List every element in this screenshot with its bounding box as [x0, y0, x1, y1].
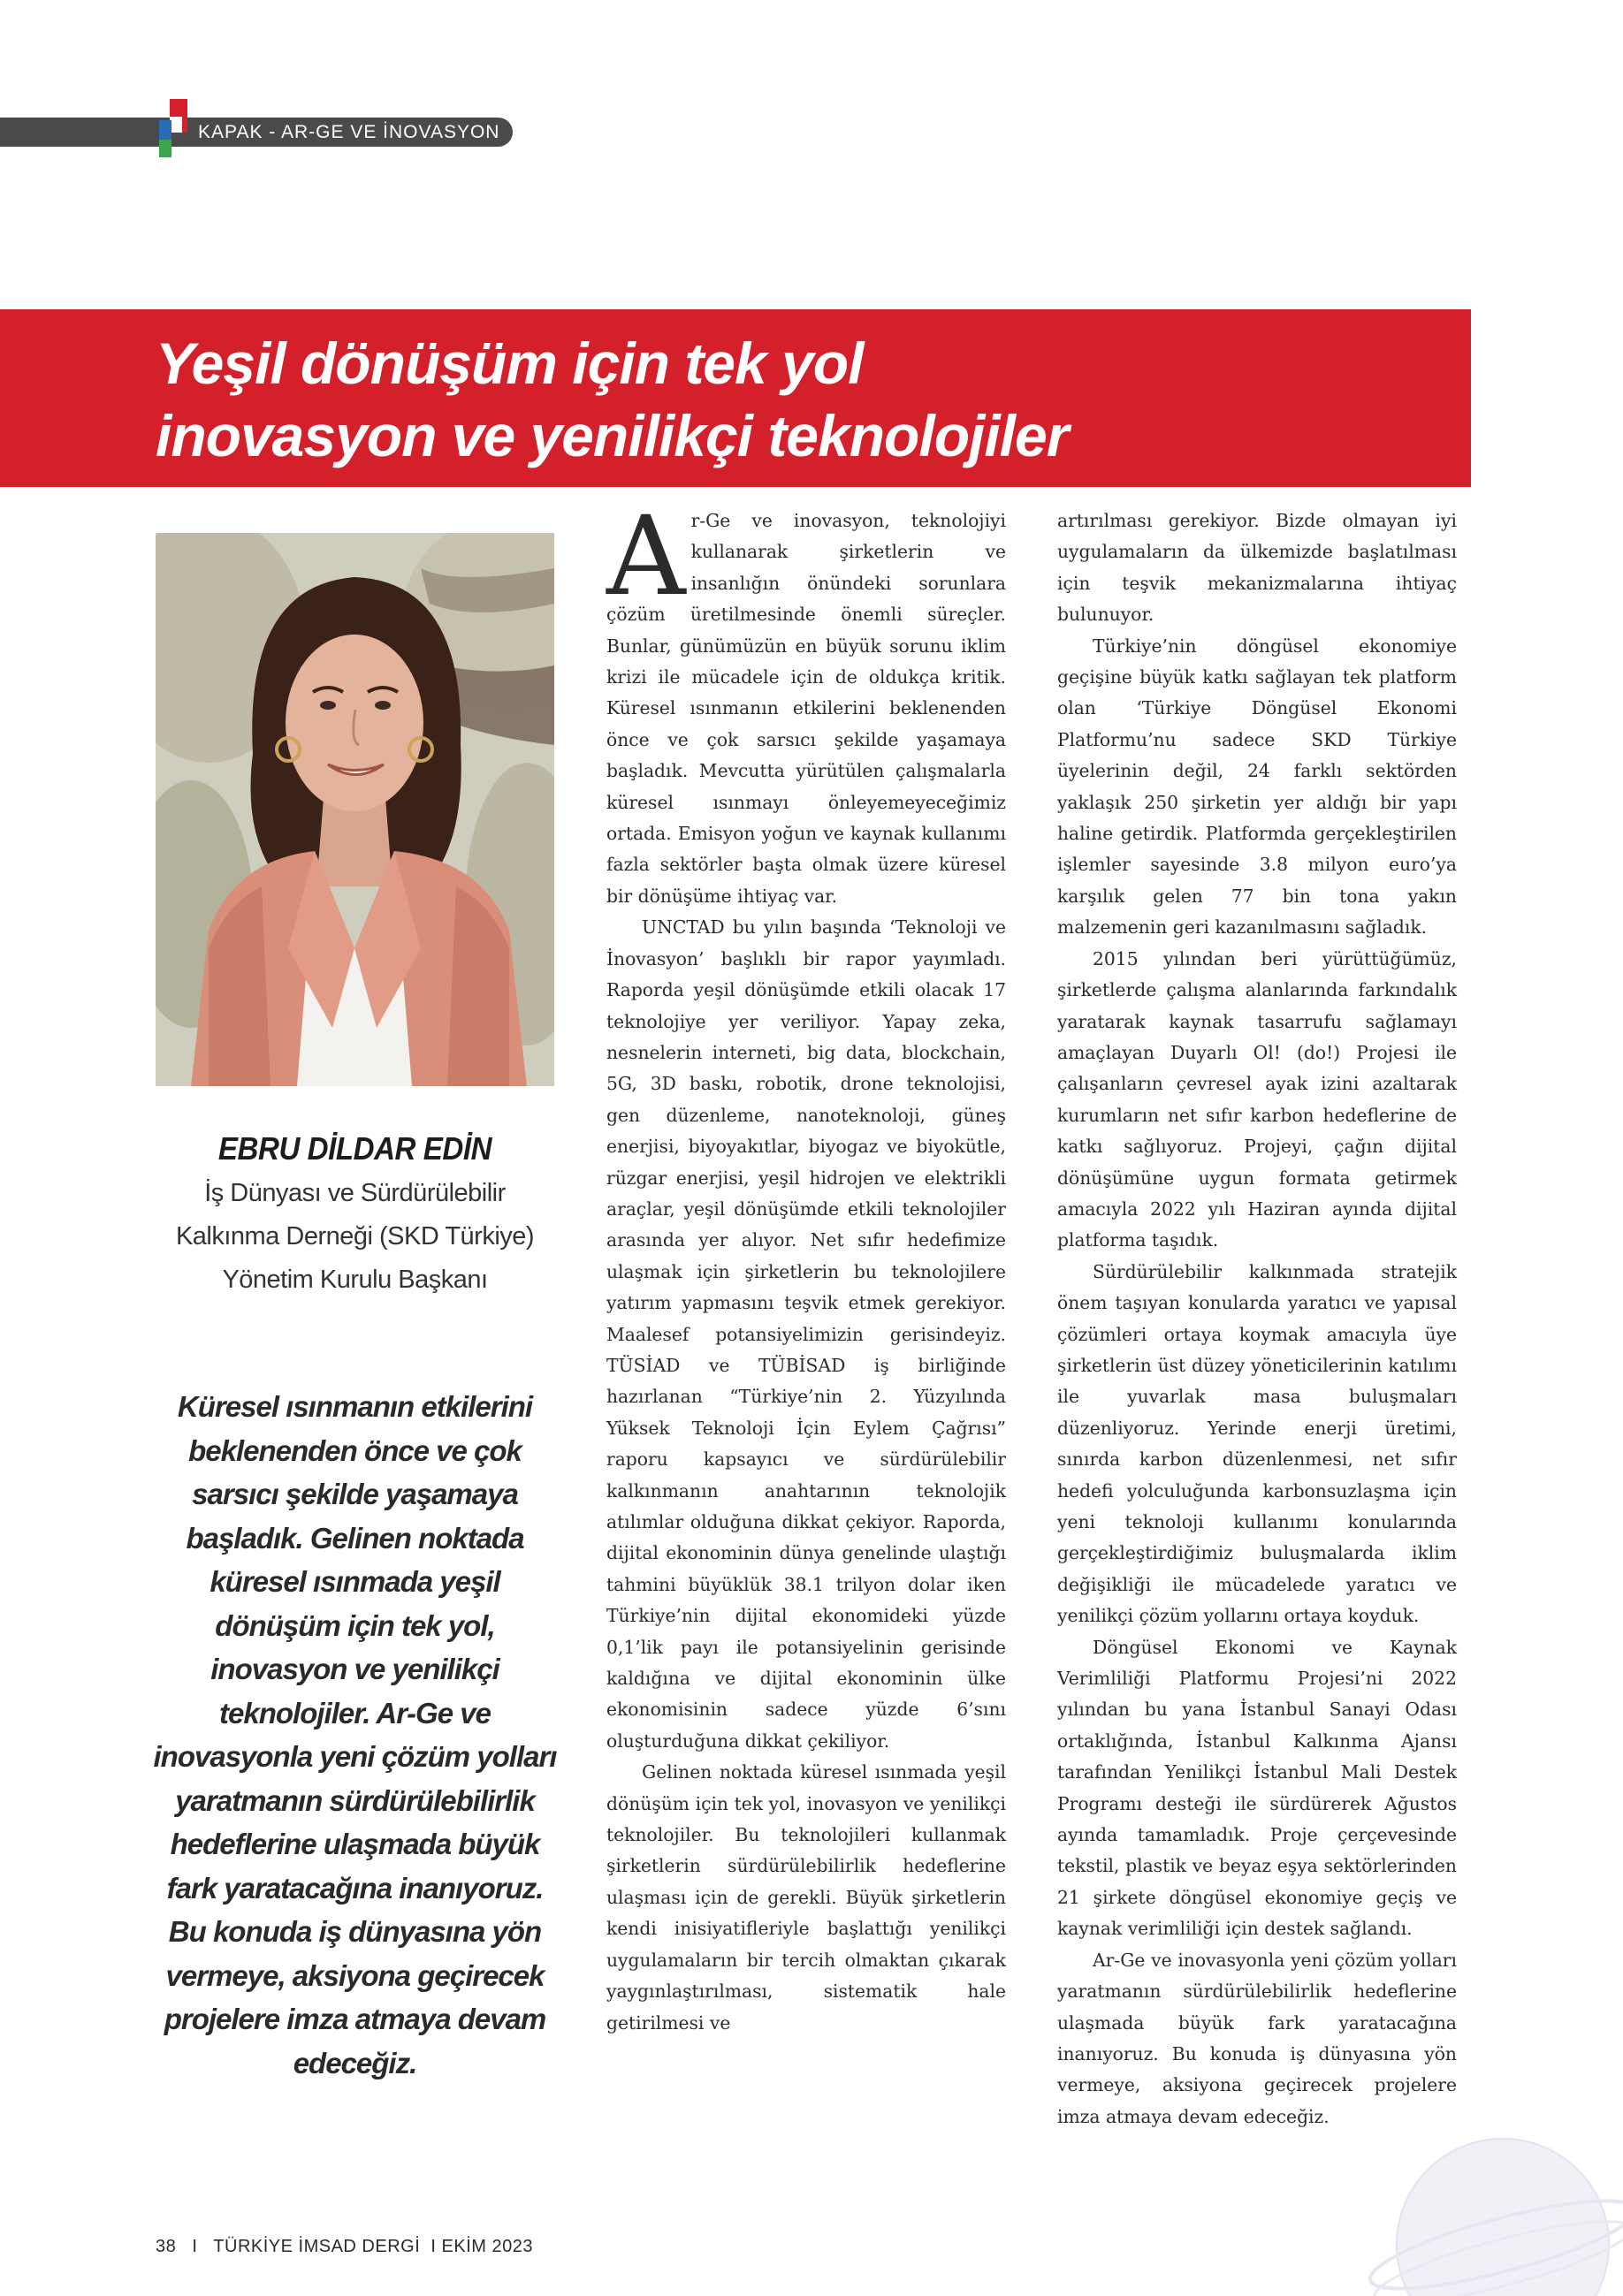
article-title-line-1: Yeşil dönüşüm için tek yol — [156, 331, 864, 396]
pull-quote: Küresel ısınmanın etkilerini beklenenden önce ve çok sarsıcı şekilde yaşamaya başladık. Gelinen noktada küresel ısınmada yeşil dönüşüm için tek yol, inovasyon ve yenilikçi teknolojiler. Ar-Ge ve inovasyonla yeni çözüm yolları yaratmanın sürdürülebilirlik hedeflerine ulaşmada büyük fark yaratacağına inanıyoruz. Bu konuda iş dünyasına yön vermeye, aksiyona geçirecek projelere imza atmaya devam edeceğiz. — [153, 1390, 557, 2079]
article-column-2 — [1057, 506, 1457, 2133]
imsad-logo-icon — [159, 99, 191, 157]
paragraph-text: r-Ge ve inovasyon, teknolojiyi kullanarak şirketlerin ve insanlığın önündeki sorunlara çözüm üretilmesinde önemli süreçler. Bunlar, günümüzün en büyük sorunu iklim krizi ile mücadele için de oldukça kritik. Küresel ısınmanın etkilerini beklenenden önce ve çok sarsıcı şekilde yaşamaya başladık. Mevcutta yürütülen çalışmalarla küresel ısınmayı önleyemeyeceğimiz ortada. Emisyon yoğun ve kaynak kullanımı fazla sektörler başta olmak üzere küresel bir dönüşüme ihtiyaç var. — [606, 510, 1006, 907]
paragraph: Gelinen noktada küresel ısınmada yeşil dönüşüm için tek yol, inovasyon ve yenilikçi teknolojiler. Bu teknolojileri kullanmak şirketlerin sürdürülebilirlik hedeflerine ulaşması için de gerekli. Büyük şirketlerin kendi inisiyatifleriyle başlattığı yenilikçi uygulamaların bir tercih olmaktan çıkarak yaygınlaştırılması, sistematik hale getirilmesi ve — [606, 1761, 1006, 2034]
decorative-globe-icon — [1361, 2112, 1623, 2296]
paragraph: Ar-Ge ve inovasyonla yeni çözüm yolları yaratmanın sürdürülebilirlik hedeflerine ulaşmada büyük fark yaratacağına inanıyoruz. Bu konuda iş dünyasına yön vermeye, aksiyona geçirecek projelere imza atmaya devam edeceğiz. — [1057, 1949, 1457, 2127]
page-footer — [156, 2233, 533, 2260]
paragraph: Sürdürülebilir kalkınmada stratejik önem taşıyan konularda yaratıcı ve yapısal çözümleri ortaya koymak amacıyla üye şirketlerin üst düzey yöneticilerinin katılımı ile yuvarlak masa buluşmaları düzenliyoruz. Yerinde enerji üretimi, sınırda karbon düzenlenmesi, net sıfır hedefi yolculuğunda karbonsuzlaşma için yeni teknoloji kullanımı konularında gerçekleştirdiğimiz buluşmalarda iklim değişikliği ile mücadelede yaratıcı ve yenilikçi çözüm yollarını ortaya koyduk. — [1057, 1260, 1457, 1627]
author-portrait — [156, 533, 554, 1086]
publication-name: TÜRKİYE İMSAD DERGİ — [213, 2237, 421, 2256]
section-label: KAPAK - AR-GE VE İNOVASYON — [198, 122, 500, 142]
paragraph: artırılması gerekiyor. Bizde olmayan iyi uygulamaların da ülkemizde başlatılması için teşvik mekanizmalarına ihtiyaç bulunuyor. — [1057, 510, 1457, 626]
paragraph: 2015 yılından beri yürüttüğümüz, şirketlerde çalışma alanlarında farkındalık yaratarak kaynak tasarrufu sağlamayı amaçlayan Duyarlı Ol! (do!) Projesi ile çalışanların çevresel ayak izini azaltarak kurumların net sıfır karbon hedeflerine de katkı sağlıyoruz. Projeyi, çağın dijital dönüşümüne uygun formata getirmek amacıyla 2022 yılı Haziran ayında dijital platforma taşıdık. — [1057, 947, 1457, 1251]
paragraph: Döngüsel Ekonomi ve Kaynak Verimliliği Platformu Projesi’ni 2022 yılından bu yana İstanbul Sanayi Odası ortaklığında, İstanbul Kalkınma Ajansı tarafından Yenilikçi İstanbul Mali Destek Programı desteği ile sürdürerek Ağustos ayında tamamladık. Proje çerçevesinde tekstil, plastik ve beyaz eşya sektörlerinden 21 şirkete döngüsel ekonomiye geçiş ve kaynak verimliliği için destek sağlandı. — [1057, 1636, 1457, 1940]
issue-date: I EKİM 2023 — [431, 2237, 533, 2256]
paragraph: Türkiye’nin döngüsel ekonomiye geçişine büyük katkı sağlayan tek platform olan ‘Türkiye Döngüsel Ekonomi Platformu’nu sadece SKD Türkiye üyelerinin değil, 24 farklı sektörden yaklaşık 250 şirketin yer aldığı bir yapı haline getirdik. Platformda gerçekleştirilen işlemler sayesinde 3.8 milyon euro’ya karşılık gelen 77 bin tona yakın malzemenin geri kazanılmasını sağladık. — [1057, 635, 1457, 939]
article-title — [156, 327, 1446, 472]
author-role: İş Dünyası ve Sürdürülebilir Kalkınma Derneği (SKD Türkiye) Yönetim Kurulu Başkanı — [175, 1179, 535, 1294]
paragraph: UNCTAD bu yılın başında ‘Teknoloji ve İnovasyon’ başlıklı bir rapor yayımladı. Raporda yeşil dönüşümde etkili olacak 17 teknolojiye yer veriliyor. Yapay zeka, nesnelerin interneti, big data, blockchain, 5G, 3D baskı, robotik, drone teknolojisi, gen düzenleme, nanoteknoloji, güneş enerjisi, biyoyakıtlar, biyogaz ve biyokütle, rüzgar enerjisi, yeşil hidrojen ve elektrikli araçlar, yeşil dönüşümde etkili teknolojiler arasında yer alıyor. Net sıfır hedefimize ulaşmak için şirketlerin bu teknolojilere yatırım yapmasını teşvik etmek gerekiyor. Maalesef potansiyelimizin gerisindeyiz. TÜSİAD ve TÜBİSAD iş birliğinde hazırlanan “Türkiye’nin 2. Yüzyılında Yüksek Teknoloji İçin Eylem Çağrısı” raporu kapsayıcı ve sürdürülebilir kalkınmanın anahtarının teknolojik atılımlar olduğuna dikkat çekiyor. Raporda, dijital ekonominin dünya genelinde ulaştığı tahmini büyüklük 38.1 trilyon dolar iken Türkiye’nin dijital ekonomideki yüzde 0,1’lik payı ile potansiyelinin gerisinde kaldığına ve dijital ekonominin ülke ekonomisinin sadece yüzde 6’sını oluşturduğuna dikkat çekiliyor. — [606, 916, 1006, 1752]
article-column-1 — [606, 493, 1006, 2039]
author-name: EBRU DİLDAR EDİN — [217, 1130, 492, 1167]
footer-separator: I — [192, 2237, 198, 2256]
page-number: 38 — [156, 2237, 177, 2256]
paragraph — [606, 493, 1006, 912]
portrait-illustration — [156, 533, 554, 1086]
author-block — [156, 1129, 554, 1302]
article-title-line-2: inovasyon ve yenilikçi teknolojiler — [156, 403, 1069, 468]
drop-cap: A — [606, 493, 686, 620]
